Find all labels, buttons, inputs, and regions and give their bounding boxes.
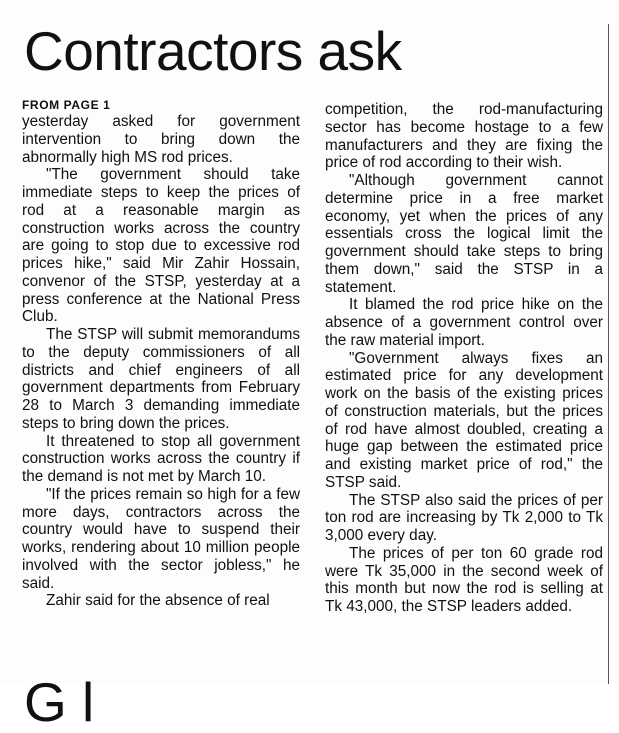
headline: Contractors ask [24,20,402,82]
paragraph: The STSP will submit memorandums to the deputy commissioners of all districts and chief engineers of all government departments from February 28 to March 3 demanding immediate steps to bring down the prices. [22,326,300,432]
left-column [22,98,300,610]
paragraph: yesterday asked for government intervention to bring down the abnormally high MS rod prices. [22,113,300,166]
column-rule [608,24,609,684]
from-page-label: FROM PAGE 1 [22,98,111,112]
paragraph: "Although government cannot determine price in a free market economy, yet when the prices of any essentials cross the logical limit the government should take steps to bring them down," said the STSP in a statement. [325,172,603,296]
paragraph: It threatened to stop all government construction works across the country if the demand is not met by March 10. [22,432,300,485]
paragraph: competition, the rod-manufacturing sector has become hostage to a few manufacturers and they are fixing the price of rod according to their wish. [325,101,603,172]
paragraph: "Government always fixes an estimated price for any development work on the basis of the existing prices of construction materials, but the prices of rod have almost doubled, creating a huge gap between the estimated price and existing market price of rod," the STSP said. [325,349,603,491]
paragraph: "If the prices remain so high for a few more days, contractors across the country would have to suspend their works, rendering about 10 million people involved with the sector jobless," he said. [22,485,300,592]
paragraph: Zahir said for the absence of real [46,592,270,610]
next-article-headline-fragment: G l [24,671,95,733]
paragraph: The prices of per ton 60 grade rod were Tk 35,000 in the second week of this month but now the rod is selling at Tk 43,000, the STSP leaders added. [325,544,603,615]
right-column [325,101,603,616]
paragraph: "The government should take immediate steps to keep the prices of rod at a reasonable margin as construction works across the country are going to stop due to excessive rod prices hike," said Mir Zahir Hossain, convenor of the STSP, yesterday at a press conference at the National Press Club. [22,166,300,326]
paragraph: The STSP also said the prices of per ton rod are increasing by Tk 2,000 to Tk 3,000 every day. [325,491,603,544]
paragraph: It blamed the rod price hike on the absence of a government control over the raw material import. [325,296,603,349]
